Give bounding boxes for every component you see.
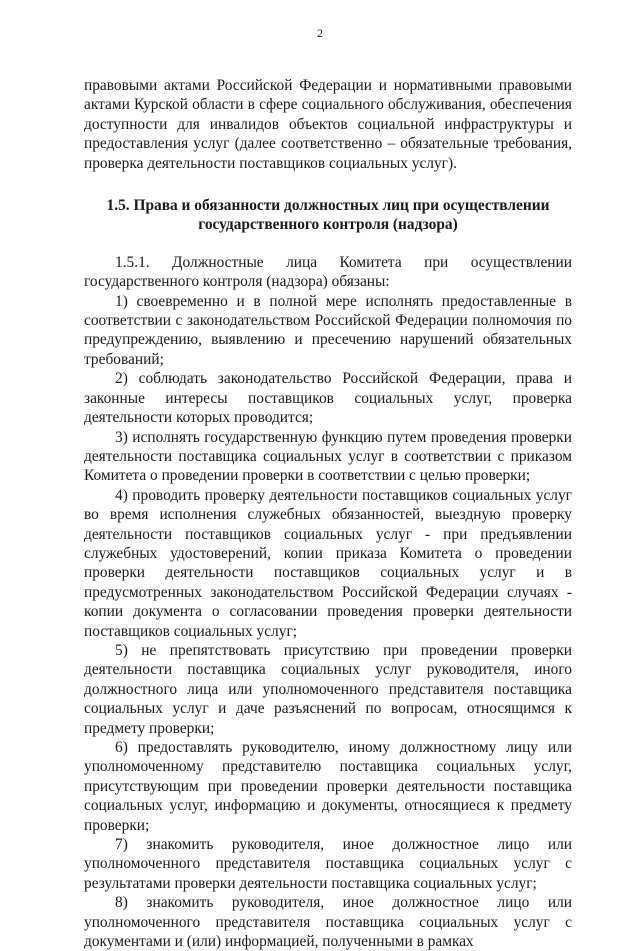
duty-item-5: 5) не препятствовать присутствию при проведении проверки деятельности поставщика социальных услуг руководителя, иного должностного лица или уполномоченного представителя поставщика социальных услуг и даче разъяснений по вопросам, относящимся к предмету проверки; bbox=[84, 641, 572, 737]
section-heading-line-2: государственного контроля (надзора) bbox=[198, 216, 458, 234]
duty-item-6: 6) предоставлять руководителю, иному должностному лицу или уполномоченному представителю поставщика социальных услуг, присутствующим при проведении проверки деятельности поставщика социальных услуг, информацию и документы, относящиеся к предмету проверки; bbox=[84, 739, 572, 834]
duty-item-2: 2) соблюдать законодательство Российской Федерации, права и законные интересы поставщиков социальных услуг, проверка деятельности которых проводится; bbox=[84, 370, 572, 427]
duty-item-4: 4) проводить проверку деятельности поставщиков социальных услуг во время исполнения служебных обязанностей, выездную проверку деятельности поставщиков социальных услуг - при предъявлении служебных удостоверений, копии приказа Комитета о проведении проверки деятельности поставщиков социальных услуг и в предусмотренных законодательством Российской Федерации случаях - копии документа о согласовании проведения проверки деятельности поставщиков социальных услуг; bbox=[84, 486, 572, 640]
intro-paragraph: правовыми актами Российской Федерации и нормативными правовыми актами Курской области в сфере социального обслуживания, обеспечения доступности для инвалидов объектов социальной инфраструктуры и предоставления услуг (далее соответственно – обязательные требования, проверка деятельности поставщиков социальных услуг). bbox=[84, 77, 572, 172]
section-heading-line-1: 1.5. Права и обязанности должностных лиц при осуществлении bbox=[106, 197, 550, 215]
document-body bbox=[84, 76, 572, 951]
page-number: 2 bbox=[317, 26, 323, 40]
duty-item-1: 1) своевременно и в полной мере исполнять предоставленные в соответствии с законодательством Российской Федерации полномочия по предупреждению, выявлению и пресечению нарушений обязательных требований; bbox=[84, 292, 572, 368]
duty-item-7: 7) знакомить руководителя, иное должностное лицо или уполномоченного представителя поставщика социальных услуг с результатами проверки деятельности поставщика социальных услуг; bbox=[84, 836, 572, 892]
section-heading bbox=[84, 196, 572, 235]
paragraph-1-5-1: 1.5.1. Должностные лица Комитета при осуществлении государственного контроля (надзора) обязаны: bbox=[84, 253, 572, 291]
duty-item-8: 8) знакомить руководителя, иное должностное лицо или уполномоченного представителя поставщика социальных услуг с документами и (или) информацией, полученными в рамках bbox=[84, 894, 572, 951]
duty-item-3: 3) исполнять государственную функцию путем проведения проверки деятельности поставщика социальных услуг в соответствии с приказом Комитета о проведении проверки в соответствии с целью проверки; bbox=[84, 428, 572, 485]
